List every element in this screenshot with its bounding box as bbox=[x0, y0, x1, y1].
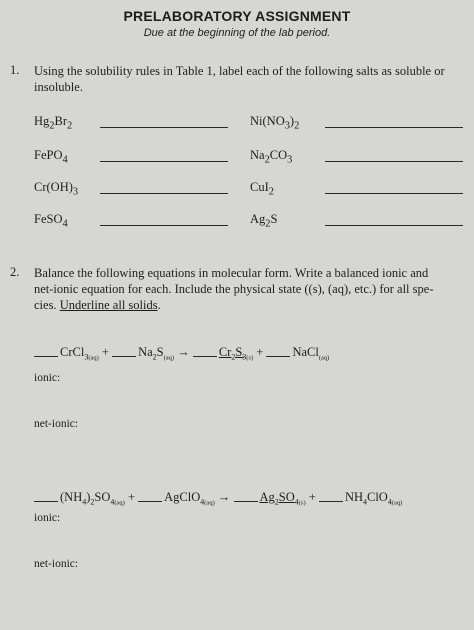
salt-right-4: $Ag_2S$ bbox=[250, 212, 278, 230]
plus-sign: + bbox=[101, 345, 109, 359]
salt-right-3: CuI$_2$ bbox=[250, 180, 274, 198]
eq2-coef-blank-3[interactable] bbox=[234, 501, 258, 502]
question-2-text bbox=[34, 265, 433, 313]
plus-sign: + bbox=[127, 490, 136, 504]
question-1-line-1: Using the solubility rules in Table 1, label each of the following salts as soluble or bbox=[34, 64, 445, 78]
salt-left-4: FeSO$_4$ bbox=[34, 212, 68, 230]
salt-left-1: $Hg_2Br_2$ bbox=[34, 114, 73, 132]
eq2-solid-product: $Ag_2SO_{4(s)}$ bbox=[259, 490, 306, 507]
eq1-coef-blank-2[interactable] bbox=[112, 356, 136, 357]
equation-1: CrCl$_{3(aq)}$ + $Na_2S_{(aq)} \to Cr_2S_{3(s)}$ + NaCl$_{(aq)}$ bbox=[34, 345, 329, 362]
salt-left-3-answer-blank[interactable] bbox=[100, 193, 228, 194]
eq1-net-ionic-label: net-ionic: bbox=[34, 418, 79, 430]
eq1-coef-blank-4[interactable] bbox=[266, 356, 290, 357]
salt-right-2-answer-blank[interactable] bbox=[325, 161, 463, 162]
page-title: PRELABORATORY ASSIGNMENT bbox=[123, 8, 351, 24]
reaction-arrow: → bbox=[217, 490, 231, 504]
salt-right-1: $Ni(NO_3)_2$ bbox=[250, 114, 300, 132]
salt-right-1-answer-blank[interactable] bbox=[325, 127, 463, 128]
salt-left-4-answer-blank[interactable] bbox=[100, 225, 228, 226]
question-2-line-2: net-ionic equation for each. Include the physical state ((s), (aq), etc.) for all spe- bbox=[34, 282, 434, 296]
equation-2: $(NH_4)_2SO_{4(aq)}$ + AgClO$_{4(aq)}$ → $Ag_2SO_{4(s)} + NH_4ClO_{4(aq)}$ bbox=[34, 490, 402, 507]
reaction-arrow: → bbox=[177, 345, 190, 359]
eq1-coef-blank-3[interactable] bbox=[193, 356, 217, 357]
question-2-number: 2. bbox=[10, 265, 20, 279]
plus-sign: + bbox=[256, 345, 264, 359]
underline-instruction: Underline all solids bbox=[59, 298, 158, 312]
question-1-text bbox=[34, 63, 445, 95]
salt-right-3-answer-blank[interactable] bbox=[325, 193, 463, 194]
page-subtitle: Due at the beginning of the lab period. bbox=[143, 27, 331, 39]
eq2-coef-blank-4[interactable] bbox=[319, 501, 343, 502]
salt-left-2-answer-blank[interactable] bbox=[100, 161, 228, 162]
question-2-line-1: Balance the following equations in molecular form. Write a balanced ionic and bbox=[34, 266, 429, 280]
eq2-net-ionic-label: net-ionic: bbox=[34, 558, 79, 570]
question-1-line-2: insoluble. bbox=[34, 80, 83, 94]
salt-left-2: FePO$_4$ bbox=[34, 148, 68, 166]
plus-sign: + bbox=[308, 490, 316, 504]
eq1-coef-blank-1[interactable] bbox=[34, 356, 58, 357]
salt-left-3: $Cr(OH)_3$ bbox=[34, 180, 79, 198]
eq2-coef-blank-2[interactable] bbox=[138, 501, 162, 502]
eq2-coef-blank-1[interactable] bbox=[34, 501, 58, 502]
salt-left-1-answer-blank[interactable] bbox=[100, 127, 228, 128]
eq2-ionic-label: ionic: bbox=[34, 512, 61, 524]
eq1-ionic-label: ionic: bbox=[34, 372, 61, 384]
question-2-line-3: cies. Underline all solids. bbox=[34, 298, 161, 312]
salt-right-4-answer-blank[interactable] bbox=[325, 225, 463, 226]
question-1-number: 1. bbox=[10, 63, 20, 77]
salt-right-2: $Na_2CO_3$ bbox=[250, 148, 293, 166]
eq1-solid-product: $Cr_2S_{3(s)}$ bbox=[218, 345, 254, 362]
